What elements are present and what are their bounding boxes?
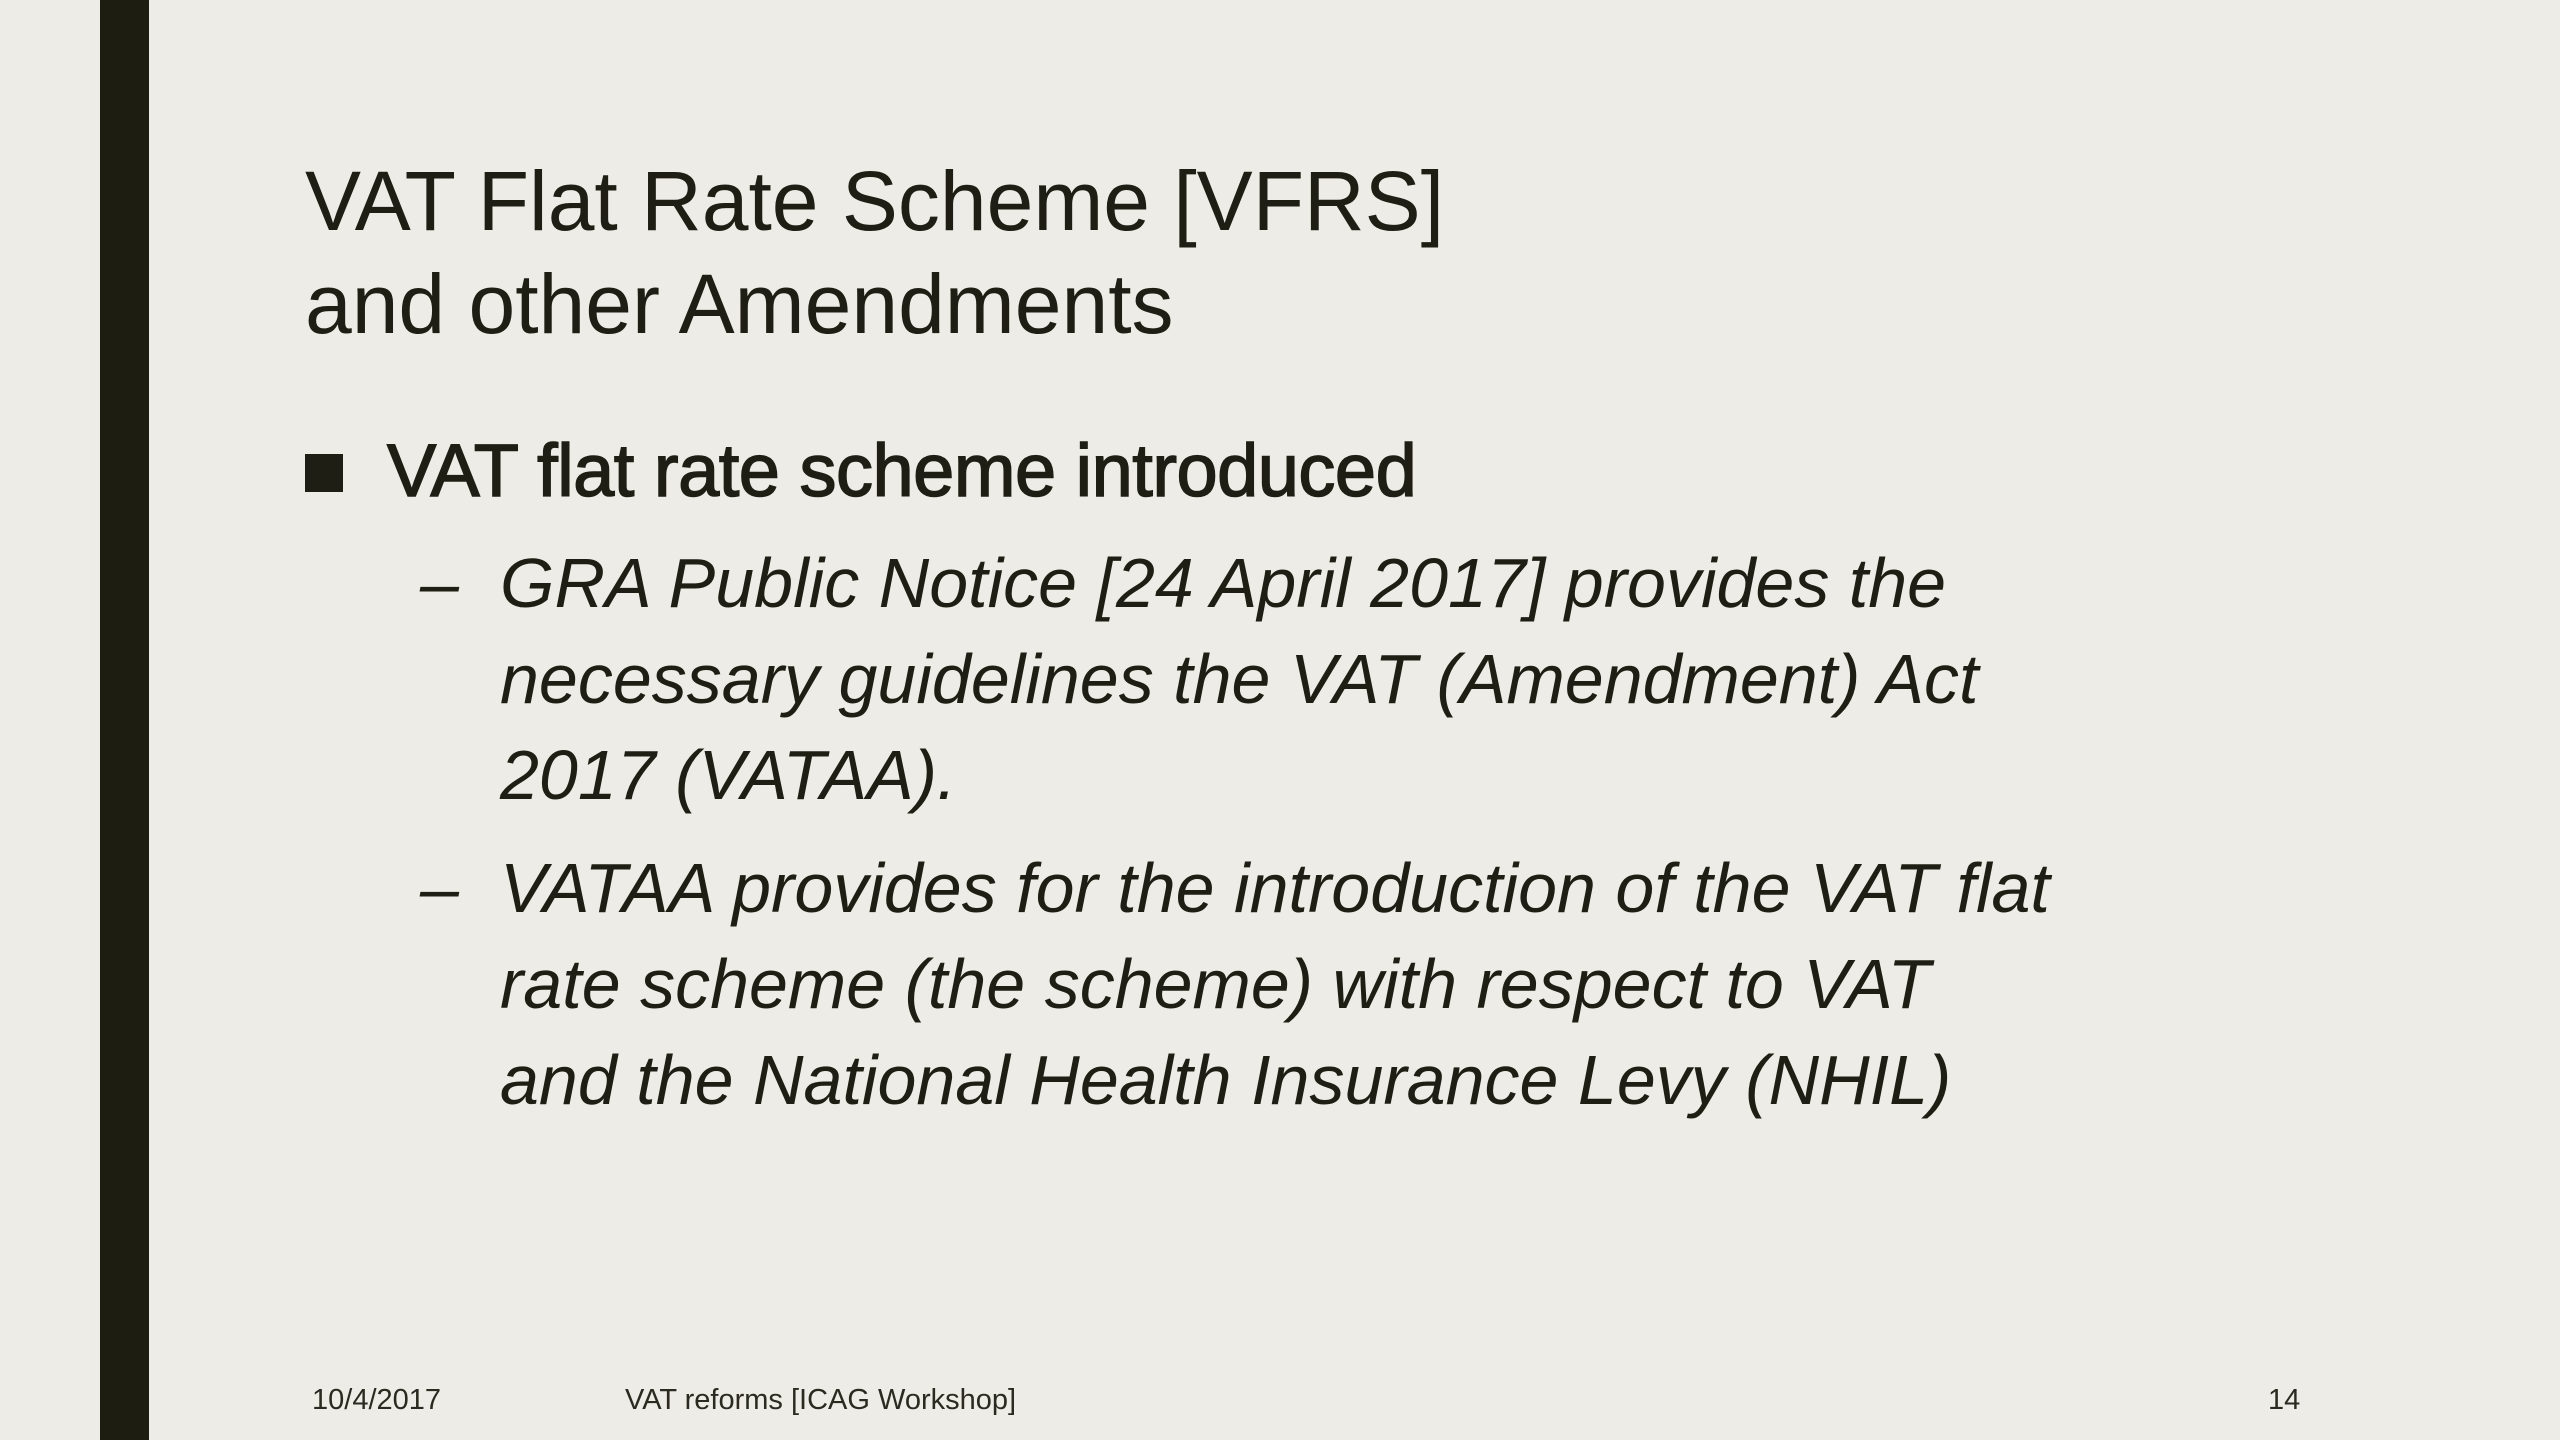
sub-bullet-2-line-3: and the National Health Insurance Levy (NHIL) bbox=[500, 1041, 1952, 1119]
square-bullet-icon bbox=[305, 454, 343, 492]
main-bullet-text: VAT flat rate scheme introduced bbox=[387, 428, 1417, 512]
title-line-2: and other Amendments bbox=[305, 257, 1174, 351]
slide-number: 14 bbox=[2268, 1384, 2301, 1416]
sub-bullet-2-text bbox=[500, 840, 2050, 1128]
title-line-1: VAT Flat Rate Scheme [VFRS] bbox=[305, 154, 1445, 248]
footer-title: VAT reforms [ICAG Workshop] bbox=[625, 1384, 1017, 1416]
main-bullet bbox=[305, 420, 1416, 520]
footer-date: 10/4/2017 bbox=[312, 1384, 442, 1416]
sub-bullet-1-line-1: GRA Public Notice [24 April 2017] provides the bbox=[500, 544, 1947, 622]
sub-bullet-2-line-2: rate scheme (the scheme) with respect to VAT bbox=[500, 945, 1931, 1023]
left-accent-bar bbox=[100, 0, 149, 1440]
sub-bullet-1-line-3: 2017 (VATAA). bbox=[500, 736, 957, 814]
sub-bullet-1 bbox=[420, 535, 2320, 823]
sub-bullet-2-line-1: VATAA provides for the introduction of the VAT flat bbox=[500, 849, 2050, 927]
sub-bullet-1-line-2: necessary guidelines the VAT (Amendment) Act bbox=[500, 640, 1979, 718]
slide-title bbox=[305, 150, 2205, 356]
sub-bullet-1-text bbox=[500, 535, 1978, 823]
dash-bullet-icon: – bbox=[420, 849, 459, 927]
dash-bullet-icon: – bbox=[420, 544, 459, 622]
sub-bullet-2 bbox=[420, 840, 2320, 1128]
